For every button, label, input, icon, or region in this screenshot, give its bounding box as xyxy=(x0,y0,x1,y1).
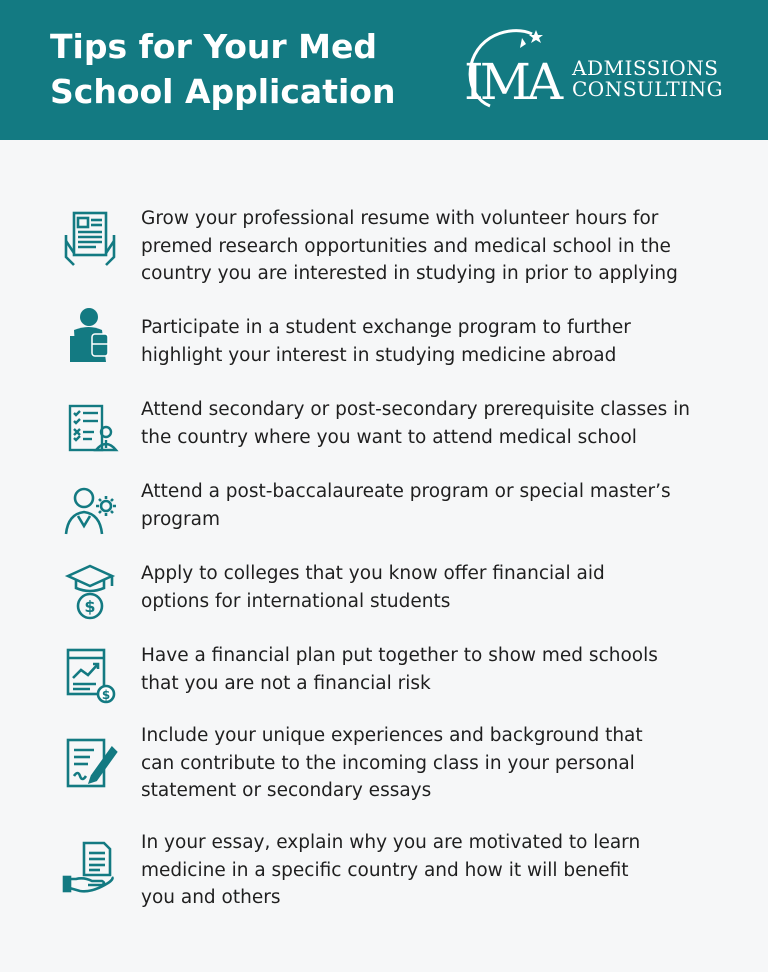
hand-document-icon xyxy=(62,839,120,899)
tip-line: country you are interested in studying in prior to applying xyxy=(141,263,678,284)
svg-text:$: $ xyxy=(84,597,96,616)
tip-text xyxy=(141,642,721,697)
tip-line: that you are not a financial risk xyxy=(141,672,431,694)
tip-line: Have a financial plan put together to show med schools xyxy=(141,645,658,666)
tip-text xyxy=(141,314,721,369)
logo-name-line-1: ADMISSIONS xyxy=(572,56,719,80)
person-gear-icon xyxy=(62,482,120,542)
tip-text xyxy=(141,829,721,912)
checklist-icon xyxy=(62,402,120,462)
logo-mark: IMA xyxy=(464,53,560,111)
tip-text xyxy=(141,205,721,288)
tip-line: statement or secondary essays xyxy=(141,780,432,801)
tip-line: the country where you want to attend medical school xyxy=(141,426,637,448)
tip-line: Include your unique experiences and background that xyxy=(141,725,643,746)
tip-line: highlight your interest in studying medicine abroad xyxy=(141,344,617,366)
tip-line: options for international students xyxy=(141,590,451,612)
title-line-1: Tips for Your Med xyxy=(50,27,378,66)
tip-text xyxy=(141,722,721,805)
tip-line: can contribute to the incoming class in your personal xyxy=(141,752,635,774)
tip-line: medicine in a specific country and how it will benefit xyxy=(141,859,629,881)
logo-name-line-2: CONSULTING xyxy=(572,77,724,101)
tip-line: you and others xyxy=(141,887,281,908)
document-pen-icon xyxy=(62,734,120,794)
tip-line: Participate in a student exchange program to further xyxy=(141,317,631,338)
tip-line: Grow your professional resume with volunteer hours for xyxy=(141,208,659,229)
resume-icon xyxy=(62,209,120,269)
svg-text:$: $ xyxy=(101,688,111,702)
tip-line: premed research opportunities and medical school in the xyxy=(141,235,671,257)
tip-text xyxy=(141,560,721,615)
tip-line: In your essay, explain why you are motivated to learn xyxy=(141,832,641,853)
tip-line: program xyxy=(141,508,220,530)
graduation-money-icon xyxy=(62,562,120,622)
tip-text xyxy=(141,396,721,451)
tip-text xyxy=(141,478,721,533)
tip-line: Attend a post-baccalaureate program or special master’s xyxy=(141,481,671,502)
tip-line: Attend secondary or post-secondary prerequisite classes in xyxy=(141,399,691,420)
tip-line: Apply to colleges that you know offer financial aid xyxy=(141,563,605,584)
title-line-2: School Application xyxy=(50,72,396,111)
financial-chart-icon xyxy=(62,646,120,706)
student-backpack-icon xyxy=(62,306,120,370)
